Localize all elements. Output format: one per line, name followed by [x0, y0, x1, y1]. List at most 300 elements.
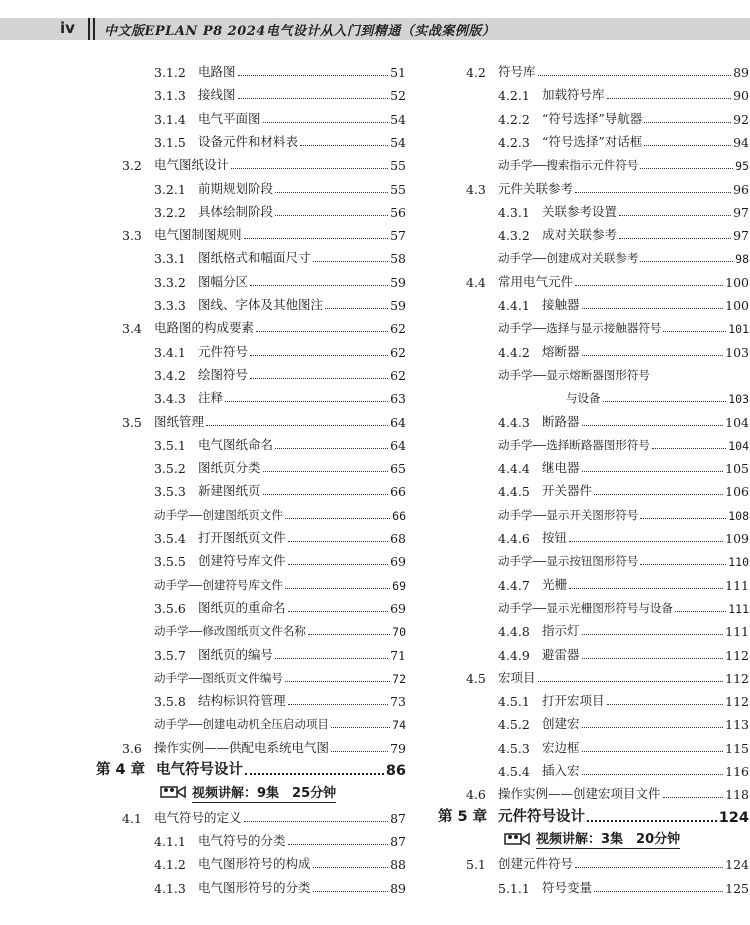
dot-leader	[575, 867, 723, 868]
toc-entry-title: 指示灯	[542, 623, 580, 639]
toc-entry[interactable]	[466, 852, 749, 872]
dot-leader	[640, 564, 726, 565]
toc-entry-number: 4.5.2	[498, 717, 530, 733]
toc-entry-title: 新建图纸页	[198, 483, 261, 499]
toc-entry-title: 动手学——图纸页文件编号	[154, 670, 283, 685]
dot-leader	[245, 773, 384, 775]
dot-leader	[603, 401, 727, 402]
toc-entry-title: 按钮	[542, 530, 568, 545]
toc-entry-page: 62	[390, 367, 406, 383]
toc-entry[interactable]	[498, 130, 749, 150]
toc-entry[interactable]	[498, 107, 749, 127]
toc-entry[interactable]	[498, 573, 749, 593]
toc-entry-number: 3.1.5	[154, 134, 186, 150]
toc-entry[interactable]	[154, 363, 406, 383]
dot-leader	[640, 518, 726, 519]
toc-entry-number: 3.5.2	[154, 461, 186, 477]
dot-leader	[206, 425, 388, 426]
toc-entry-page: 68	[390, 531, 406, 546]
toc-entry-title: 动手学——创建符号库文件	[154, 577, 283, 592]
video-camera-icon	[160, 784, 186, 800]
dot-leader	[225, 401, 388, 402]
toc-entry-title: 元件符号	[198, 343, 249, 359]
dot-leader	[582, 355, 724, 356]
toc-entry-page: 55	[390, 158, 406, 174]
toc-entry-number: 4.5.3	[498, 740, 530, 756]
toc-entry-title: 符号变量	[542, 879, 593, 895]
toc-entry[interactable]	[154, 666, 406, 686]
toc-entry-title: 动手学——搜索指示元件符号	[498, 158, 639, 173]
toc-entry[interactable]	[498, 619, 749, 639]
toc-entry-page: 97	[733, 204, 749, 220]
toc-entry[interactable]	[154, 643, 406, 663]
toc-entry-title: 接触器	[542, 297, 580, 312]
toc-entry-title: 图纸页的重命名	[198, 599, 286, 615]
toc-entry-page: 103	[725, 344, 749, 360]
dot-leader	[250, 285, 388, 286]
dot-leader	[308, 634, 390, 635]
dot-leader	[250, 378, 388, 379]
toc-entry-number: 3.5.1	[154, 437, 186, 453]
toc-entry-number: 4.4.4	[498, 461, 530, 477]
dot-leader	[640, 168, 733, 169]
toc-entry[interactable]	[154, 340, 406, 360]
dot-leader	[582, 634, 724, 635]
toc-entry-number: 3.1.3	[154, 88, 186, 104]
toc-entry-page: 111	[725, 577, 749, 593]
toc-entry-number: 3.4	[122, 321, 142, 337]
dot-leader	[582, 774, 724, 775]
toc-entry-title: 与设备	[566, 391, 601, 406]
toc-entry[interactable]	[154, 200, 406, 220]
toc-entry-page: 56	[390, 204, 406, 220]
dot-leader	[275, 658, 388, 659]
toc-entry[interactable]	[154, 712, 406, 732]
dot-leader	[587, 820, 717, 822]
toc-entry[interactable]	[498, 456, 749, 476]
dot-leader	[313, 891, 389, 892]
toc-entry[interactable]	[154, 876, 406, 896]
dot-leader	[275, 192, 388, 193]
toc-entry-number: 4.2.2	[498, 111, 530, 127]
toc-entry-title: 图纸页的编号	[198, 646, 274, 662]
toc-entry[interactable]	[498, 433, 749, 453]
dot-leader	[288, 564, 389, 565]
dot-leader	[538, 681, 724, 682]
toc-entry-number: 4.4.9	[498, 647, 530, 663]
toc-entry-number: 3.3	[122, 228, 142, 244]
toc-entry-number: 3.1.2	[154, 65, 186, 80]
toc-entry[interactable]	[154, 130, 406, 150]
toc-entry[interactable]	[154, 177, 406, 197]
dot-leader	[582, 658, 724, 659]
toc-chapter-entry[interactable]	[96, 759, 406, 779]
dot-leader	[313, 261, 389, 262]
toc-entry[interactable]	[498, 410, 749, 430]
toc-entry[interactable]	[498, 479, 749, 499]
toc-entry-page: 124	[725, 857, 749, 873]
dot-leader	[640, 261, 733, 262]
toc-entry-title: 前期规划阶段	[198, 180, 274, 196]
toc-entry-title: 动手学——创建成对关联参考	[498, 251, 639, 266]
toc-entry-title: 动手学——显示按钮图形符号	[498, 554, 639, 569]
toc-entry-number: 3.3.3	[154, 298, 186, 313]
video-camera-icon	[504, 831, 530, 847]
toc-entry[interactable]	[498, 526, 749, 546]
toc-entry-page: 79	[390, 740, 406, 756]
toc-entry-page: 100	[725, 274, 749, 290]
toc-entry-page: 112	[725, 670, 749, 686]
toc-entry[interactable]	[498, 363, 749, 383]
dot-leader	[582, 471, 724, 472]
toc-entry[interactable]	[498, 223, 749, 243]
toc-entry-number: 3.2	[122, 158, 142, 174]
dot-leader	[594, 891, 723, 892]
toc-entry[interactable]	[154, 246, 406, 266]
toc-entry-page: 92	[733, 111, 749, 127]
toc-entry-title: 操作实例——供配电系统电气图	[154, 739, 330, 755]
toc-entry-title: 电气图形符号的分类	[198, 879, 311, 895]
toc-entry[interactable]	[498, 293, 749, 313]
toc-entry[interactable]	[122, 806, 406, 826]
toc-entry-title: 图线、字体及其他图注	[198, 297, 324, 312]
toc-entry-page: 96	[733, 181, 749, 197]
toc-entry-page: 73	[390, 694, 406, 710]
toc-entry[interactable]	[154, 60, 406, 80]
dot-leader	[582, 727, 724, 728]
dot-leader	[675, 611, 726, 612]
toc-entry-number: 3.4.2	[154, 367, 186, 383]
toc-entry[interactable]	[154, 689, 406, 709]
dot-leader	[231, 168, 388, 169]
toc-entry-title: 电路图的构成要素	[154, 320, 255, 336]
toc-entry[interactable]	[498, 549, 749, 569]
dot-leader	[663, 331, 726, 332]
toc-entry-page: 62	[390, 321, 406, 337]
toc-entry-page: 54	[390, 111, 406, 127]
toc-entry-number: 4.4.6	[498, 531, 530, 546]
toc-entry[interactable]	[498, 596, 749, 616]
dot-leader	[582, 425, 724, 426]
toc-entry[interactable]	[154, 526, 406, 546]
toc-entry[interactable]	[154, 270, 406, 290]
toc-entry-page: 109	[725, 531, 749, 546]
dot-leader	[575, 285, 723, 286]
toc-entry-title: 动手学——创建图纸页文件	[154, 507, 283, 522]
toc-entry-title: 具体绘制阶段	[198, 203, 274, 219]
toc-entry-number: 3.2.2	[154, 204, 186, 220]
toc-entry-title: 动手学——显示开关图形符号	[498, 507, 639, 522]
toc-entry[interactable]	[466, 60, 749, 80]
dot-leader	[263, 494, 389, 495]
header-divider	[93, 18, 95, 40]
toc-entry-title: 宏边框	[542, 739, 580, 755]
toc-entry-page: 87	[390, 810, 406, 826]
dot-leader	[238, 75, 389, 76]
toc-entry[interactable]	[498, 736, 749, 756]
toc-entry[interactable]	[466, 666, 749, 686]
toc-entry-page: 63	[390, 391, 406, 407]
toc-entry[interactable]	[566, 386, 749, 406]
toc-entry-title: 动手学——显示光栅图形符号与设备	[498, 600, 673, 615]
toc-entry-page: 54	[390, 134, 406, 150]
toc-entry[interactable]	[466, 782, 749, 802]
toc-entry-title: 开关器件	[542, 483, 593, 499]
toc-entry-title: 继电器	[542, 460, 580, 476]
dot-leader	[607, 704, 724, 705]
toc-entry[interactable]	[154, 107, 406, 127]
dot-leader	[582, 751, 724, 752]
dot-leader	[263, 471, 389, 472]
toc-entry-page: 118	[725, 787, 749, 803]
toc-entry-page: 111	[725, 624, 749, 640]
toc-entry[interactable]	[498, 246, 749, 266]
dot-leader	[275, 448, 388, 449]
toc-entry-number: 3.5.5	[154, 554, 186, 570]
toc-entry[interactable]	[498, 876, 749, 896]
toc-entry-page: 106	[725, 484, 749, 500]
toc-entry-number: 5.1.1	[498, 880, 530, 896]
toc-entry-page: 103	[728, 392, 749, 407]
video-note-text: 视频讲解：3集 20分钟	[536, 828, 680, 849]
toc-video-note	[160, 782, 406, 802]
dot-leader	[244, 238, 389, 239]
toc-entry[interactable]	[466, 270, 749, 290]
toc-entry-page: 112	[725, 694, 749, 710]
dot-leader	[288, 611, 389, 612]
toc-entry[interactable]	[122, 316, 406, 336]
toc-entry[interactable]	[154, 386, 406, 406]
toc-entry-number: 4.1.1	[154, 833, 186, 849]
toc-entry-title: 电路图	[198, 64, 236, 79]
dot-leader	[652, 448, 726, 449]
video-note-text: 视频讲解：9集 25分钟	[192, 782, 336, 803]
toc-entry-title: 断路器	[542, 413, 580, 429]
dot-leader	[244, 821, 389, 822]
toc-entry[interactable]	[154, 479, 406, 499]
toc-entry-page: 90	[733, 88, 749, 104]
toc-entry-number: 3.4.3	[154, 391, 186, 407]
toc-entry-title: 熔断器	[542, 343, 580, 359]
toc-entry[interactable]	[498, 340, 749, 360]
toc-entry-page: 116	[725, 764, 749, 779]
dot-leader	[663, 797, 724, 798]
toc-entry-title: 动手学——修改图纸页文件名称	[154, 624, 306, 639]
toc-entry-number: 4.4	[466, 274, 486, 290]
toc-entry[interactable]	[498, 759, 749, 779]
dot-leader	[331, 751, 388, 752]
toc-entry-page: 88	[390, 857, 406, 873]
toc-entry[interactable]	[154, 829, 406, 849]
toc-entry-number: 3.4.1	[154, 344, 186, 360]
toc-entry-title: 设备元件和材料表	[198, 133, 299, 149]
toc-entry[interactable]	[498, 712, 749, 732]
toc-entry[interactable]	[154, 852, 406, 872]
toc-entry[interactable]	[154, 549, 406, 569]
toc-entry-page: 59	[390, 298, 406, 313]
dot-leader	[594, 494, 723, 495]
toc-entry-number: 4.1.3	[154, 880, 186, 896]
toc-entry[interactable]	[498, 153, 749, 173]
toc-entry[interactable]	[498, 316, 749, 336]
toc-entry[interactable]	[122, 410, 406, 430]
toc-entry[interactable]	[498, 643, 749, 663]
dot-leader	[325, 308, 388, 309]
toc-entry-title: 元件关联参考	[498, 180, 574, 196]
toc-entry-page: 55	[390, 181, 406, 197]
toc-entry-title: 电气符号的定义	[154, 809, 242, 825]
toc-entry[interactable]	[154, 433, 406, 453]
toc-entry[interactable]	[498, 83, 749, 103]
toc-entry-page: 57	[390, 228, 406, 244]
toc-entry-title: 图纸管理	[154, 413, 205, 429]
toc-video-note	[504, 829, 749, 849]
toc-entry[interactable]	[498, 503, 749, 523]
dot-leader	[285, 588, 390, 589]
toc-entry-number: 5.1	[466, 857, 486, 873]
dot-leader	[285, 518, 390, 519]
toc-entry-title: 加载符号库	[542, 87, 605, 103]
toc-entry[interactable]	[122, 153, 406, 173]
toc-entry-number: 4.5.4	[498, 764, 530, 779]
dot-leader	[619, 215, 731, 216]
toc-entry-title: 操作实例——创建宏项目文件	[498, 786, 661, 802]
toc-entry-number: 4.4.7	[498, 577, 530, 593]
toc-entry-title: 符号库	[498, 64, 536, 79]
toc-entry[interactable]	[154, 456, 406, 476]
toc-entry-page: 112	[725, 647, 749, 663]
toc-chapter-entry[interactable]	[438, 806, 749, 826]
toc-entry-page: 98	[735, 252, 749, 267]
toc-entry-page: 104	[725, 414, 749, 430]
toc-entry[interactable]	[154, 619, 406, 639]
toc-entry-number: 4.1.2	[154, 857, 186, 873]
toc-entry-title: 动手学——选择断路器图形符号	[498, 437, 650, 452]
toc-entry-page: 125	[725, 880, 749, 896]
toc-entry-title: 创建元件符号	[498, 856, 574, 872]
dot-leader	[285, 681, 390, 682]
toc-entry[interactable]	[154, 293, 406, 313]
toc-entry-page: 110	[728, 555, 749, 570]
toc-entry-page: 71	[390, 647, 406, 663]
toc-entry-page: 70	[392, 625, 406, 640]
toc-entry-title: 电气图制图规则	[154, 227, 242, 243]
dot-leader	[569, 588, 723, 589]
dot-leader	[331, 727, 390, 728]
toc-entry-title: 动手学——显示熔断器图形符号	[498, 367, 650, 382]
toc-entry-page: 101	[728, 322, 749, 337]
dot-leader	[263, 122, 389, 123]
toc-entry-title: 电气图形符号的构成	[198, 856, 311, 872]
dot-leader	[313, 867, 389, 868]
toc-entry-number: 4.2	[466, 65, 486, 80]
toc-entry[interactable]	[154, 573, 406, 593]
toc-entry-page: 69	[390, 554, 406, 570]
toc-entry-number: 4.4.2	[498, 344, 530, 360]
toc-entry-page: 111	[728, 601, 749, 616]
toc-entry-page: 74	[392, 718, 406, 733]
book-title: 中文版EPLAN P8 2024电气设计从入门到精通（实战案例版）	[104, 24, 496, 39]
toc-entry-title: 光栅	[542, 576, 568, 592]
toc-entry-title: 图纸页分类	[198, 460, 261, 476]
toc-entry[interactable]	[154, 596, 406, 616]
page-header	[0, 0, 750, 48]
toc-entry-title: “符号选择”对话框	[542, 133, 643, 149]
toc-entry-title: 绘图符号	[198, 366, 249, 382]
toc-entry-page: 64	[390, 414, 406, 430]
header-divider	[88, 18, 90, 40]
toc-entry-title: 动手学——创建电动机全压启动项目	[154, 717, 329, 732]
dot-leader	[256, 331, 388, 332]
toc-entry-title: 创建符号库文件	[198, 553, 286, 569]
toc-entry-title: 电气图纸设计	[154, 157, 230, 173]
toc-entry-number: 3.5	[122, 414, 142, 430]
dot-leader	[569, 541, 723, 542]
toc-entry-title: 成对关联参考	[542, 227, 618, 243]
toc-entry[interactable]	[498, 689, 749, 709]
toc-entry-number: 4.2.1	[498, 88, 530, 104]
dot-leader	[275, 215, 388, 216]
dot-leader	[538, 75, 732, 76]
toc-entry[interactable]	[498, 200, 749, 220]
dot-leader	[644, 122, 731, 123]
dot-leader	[575, 192, 731, 193]
toc-entry-title: 电气符号设计	[156, 762, 243, 778]
toc-entry[interactable]	[154, 503, 406, 523]
dot-leader	[288, 844, 389, 845]
toc-entry-number: 3.3.1	[154, 251, 186, 267]
toc-entry-title: 结构标识符管理	[198, 693, 286, 709]
toc-entry-number: 第 4 章	[96, 762, 146, 778]
toc-entry-page: 62	[390, 344, 406, 360]
toc-entry-title: 电气平面图	[198, 110, 261, 126]
toc-entry-number: 3.5.6	[154, 600, 186, 616]
toc-entry-page: 115	[725, 740, 749, 756]
toc-entry-page: 124	[718, 809, 749, 826]
toc-entry-page: 105	[725, 461, 749, 477]
toc-entry-number: 4.4.8	[498, 624, 530, 640]
toc-entry-number: 4.4.1	[498, 298, 530, 313]
toc-entry-page: 100	[725, 298, 749, 313]
toc-entry[interactable]	[122, 223, 406, 243]
toc-entry-title: 接线图	[198, 87, 236, 103]
toc-entry-title: 创建宏	[542, 716, 580, 732]
toc-entry-title: “符号选择”导航器	[542, 110, 643, 126]
toc-entry-page: 87	[390, 833, 406, 849]
toc-entry-title: 电气符号的分类	[198, 832, 286, 848]
toc-entry[interactable]	[154, 83, 406, 103]
toc-entry-page: 69	[392, 578, 406, 593]
toc-entry[interactable]	[466, 177, 749, 197]
dot-leader	[619, 238, 731, 239]
toc-entry-number: 4.3.2	[498, 228, 530, 244]
toc-entry-page: 86	[385, 763, 406, 779]
toc-entry-title: 图幅分区	[198, 273, 249, 289]
toc-entry-page: 95	[735, 159, 749, 174]
toc-entry-number: 4.4.5	[498, 484, 530, 500]
toc-entry-page: 51	[390, 65, 406, 80]
toc-entry-number: 4.5.1	[498, 694, 530, 710]
dot-leader	[288, 704, 389, 705]
toc-entry-page: 64	[390, 437, 406, 453]
dot-leader	[582, 308, 724, 309]
dot-leader	[250, 355, 388, 356]
toc-entry[interactable]	[122, 736, 406, 756]
toc-entry-number: 4.3.1	[498, 204, 530, 220]
toc-entry-title: 动手学——选择与显示接触器符号	[498, 321, 662, 336]
toc-entry-title: 电气图纸命名	[198, 436, 274, 452]
toc-entry-title: 打开图纸页文件	[198, 530, 286, 545]
